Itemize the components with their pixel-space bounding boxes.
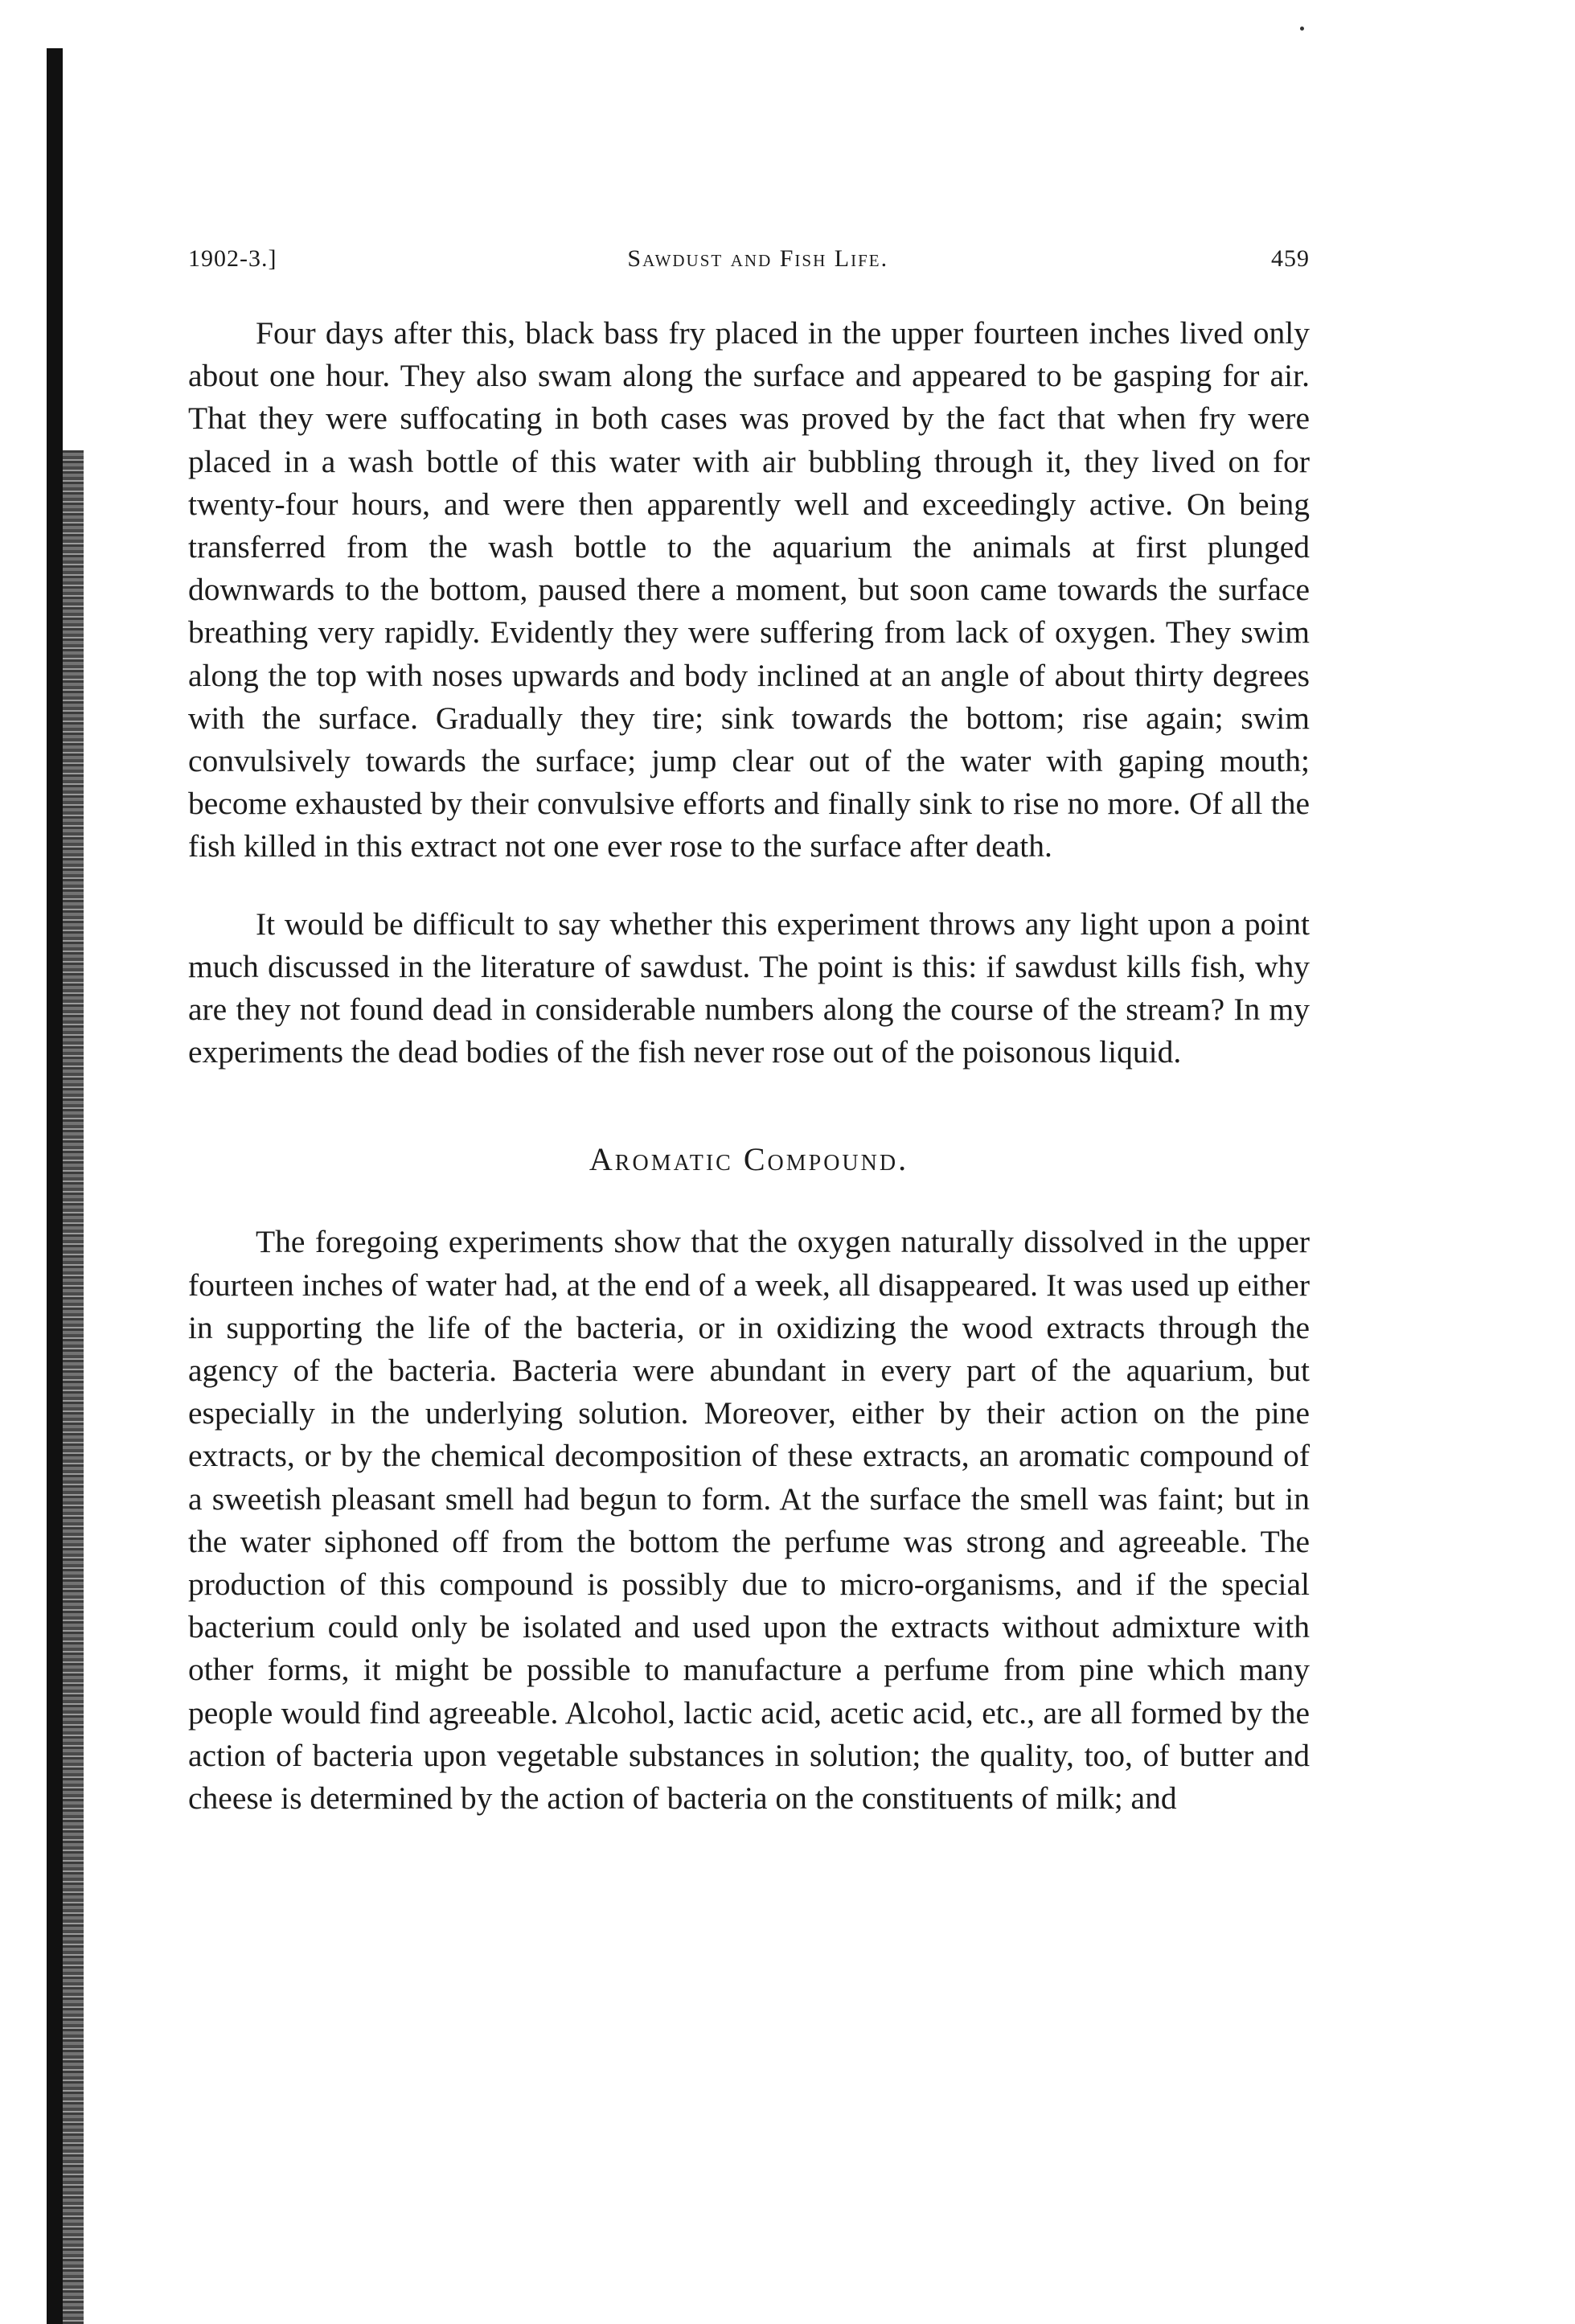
scan-speck — [1300, 27, 1304, 31]
section-heading: Aromatic Compound. — [589, 1141, 909, 1178]
running-head-title: Sawdust and Fish Life. — [627, 245, 889, 272]
paragraph: It would be difficult to say whether this experiment throws any light upon a point much discussed in the literature of sawdust. The point is this: if sawdust kills fish, why are they not found dead in considerable numbers along the course of the stream? In my experiments the dead bodies of the fish never rose out of the poisonous liquid. — [188, 905, 1310, 1070]
book-page — [188, 241, 1310, 1820]
running-head-year: 1902-3.] — [188, 245, 277, 272]
page-number: 459 — [1271, 245, 1310, 272]
paragraph: Four days after this, black bass fry placed in the upper fourteen inches lived only about one hour. They also swam along the surface and appeared to be gasping for air. That they were suffocating in both cases was proved by the fact that when fry were placed in a wash bottle of this water with air bubbling through it, they lived on for twenty-four hours, and were then apparently well and exceedingly active. On being transferred from the wash bottle to the aquarium the animals at first plunged downwards to the bottom, paused there a moment, but soon came towards the surface breathing very rapidly. Evidently they were suffering from lack of oxygen. They swim along the top with noses upwards and body inclined at an angle of about thirty degrees with the surface. Gradually they tire; sink towards the bottom; rise again; swim convulsively towards the surface; jump clear out of the water with gaping mouth; become exhausted by their convulsive efforts and finally sink to rise no more. Of all the fish killed in this extract not one ever rose to the surface after death. — [188, 315, 1310, 864]
paragraph: The foregoing experiments show that the oxygen naturally dissolved in the upper fourteen inches of water had, at the end of a week, all disappeared. It was used up either in supporting the life of the bacteria, or in oxidizing the wood extracts through the agency of the bacteria. Bacteria were abundant in every part of the aquarium, but especially in the underlying solution. Moreover, either by their action on the pine extracts, or by the chemical decomposition of these extracts, an aromatic compound of a sweetish pleasant smell had begun to form. At the surface the smell was faint; but in the water siphoned off from the bottom the perfume was strong and agreeable. The production of this compound is possibly due to micro-organisms, and if the special bacterium could only be isolated and used upon the extracts without admixture with other forms, it might be possible to manufacture a perfume from pine which many people would find agreeable. Alcohol, lactic acid, acetic acid, etc., are all formed by the action of bacteria upon vegetable substances in solution; the quality, too, of butter and cheese is determined by the action of bacteria on the constituents of milk; and — [188, 1224, 1310, 1817]
page-body — [188, 312, 1310, 1820]
page-binding-edge — [47, 48, 63, 2324]
running-head — [188, 241, 1310, 277]
page-binding-shadow — [63, 450, 84, 2324]
